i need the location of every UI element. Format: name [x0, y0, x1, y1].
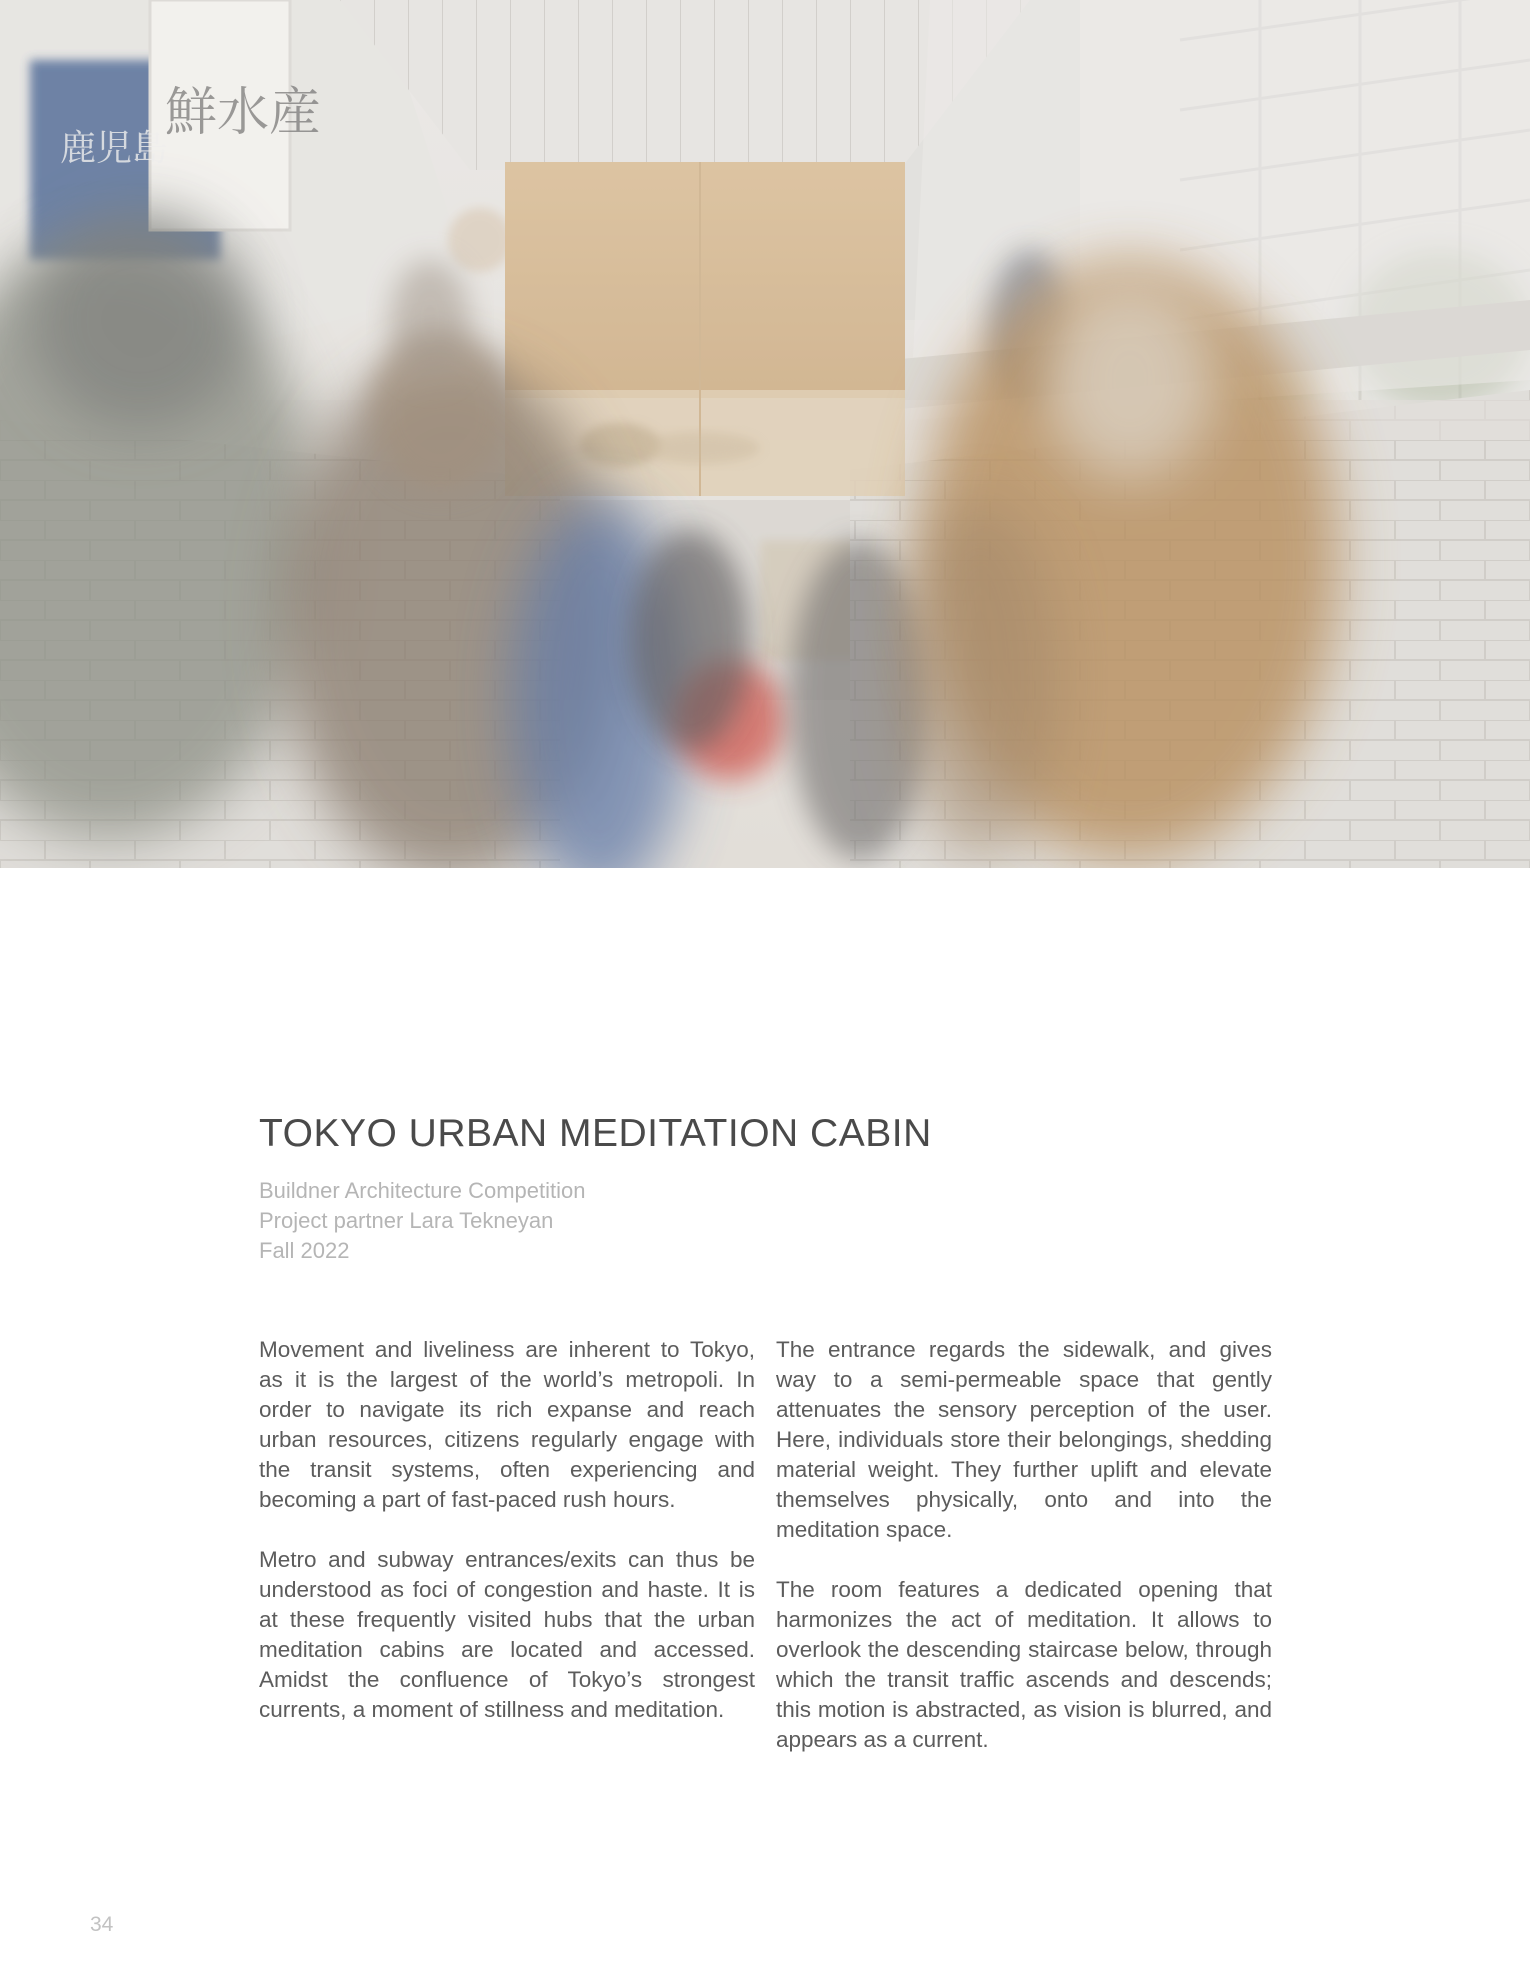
paragraph: Metro and subway entrances/exits can thus be understood as foci of congestion and haste. It is at these frequently visited hubs that the urban meditation cabins are located and accessed. Amidst the confluence of Tokyo’s strongest currents, a moment of stillness and meditation. — [259, 1547, 755, 1722]
paragraph: The entrance regards the sidewalk, and gives way to a semi-permeable space that gently attenuates the sensory perception of the user. Here, individuals store their belongings, shedding material weight. They further uplift and elevate themselves physically, onto and into the meditation space. — [776, 1337, 1272, 1542]
project-title: TOKYO URBAN MEDITATION CABIN — [259, 1112, 932, 1155]
hero-sign-fish-shop: 鮮水産 — [165, 83, 322, 143]
hero-image — [0, 0, 1530, 868]
body-column-left — [259, 1335, 755, 1755]
page-number: 34 — [90, 1913, 114, 1936]
paragraph: Movement and liveliness are inherent to Tokyo, as it is the largest of the world’s metropoli. In order to navigate its rich expanse and reach urban resources, citizens regularly engage with the transit systems, often experiencing and becoming a part of fast-paced rush hours. — [259, 1337, 755, 1512]
project-partner: Project partner Lara Tekneyan — [259, 1208, 554, 1233]
project-meta — [259, 1176, 586, 1266]
hero-sign-blue-banner: 鹿児島 — [60, 128, 169, 169]
body-column-right — [776, 1335, 1272, 1785]
paragraph: The room features a dedicated opening that harmonizes the act of meditation. It allows to overlook the descending staircase below, through which the transit traffic ascends and descends; this motion is abstracted, as vision is blurred, and appears as a current. — [776, 1577, 1272, 1752]
project-season: Fall 2022 — [259, 1238, 350, 1263]
competition-name: Buildner Architecture Competition — [259, 1178, 586, 1203]
subway-entrance-illustration — [0, 0, 1530, 868]
